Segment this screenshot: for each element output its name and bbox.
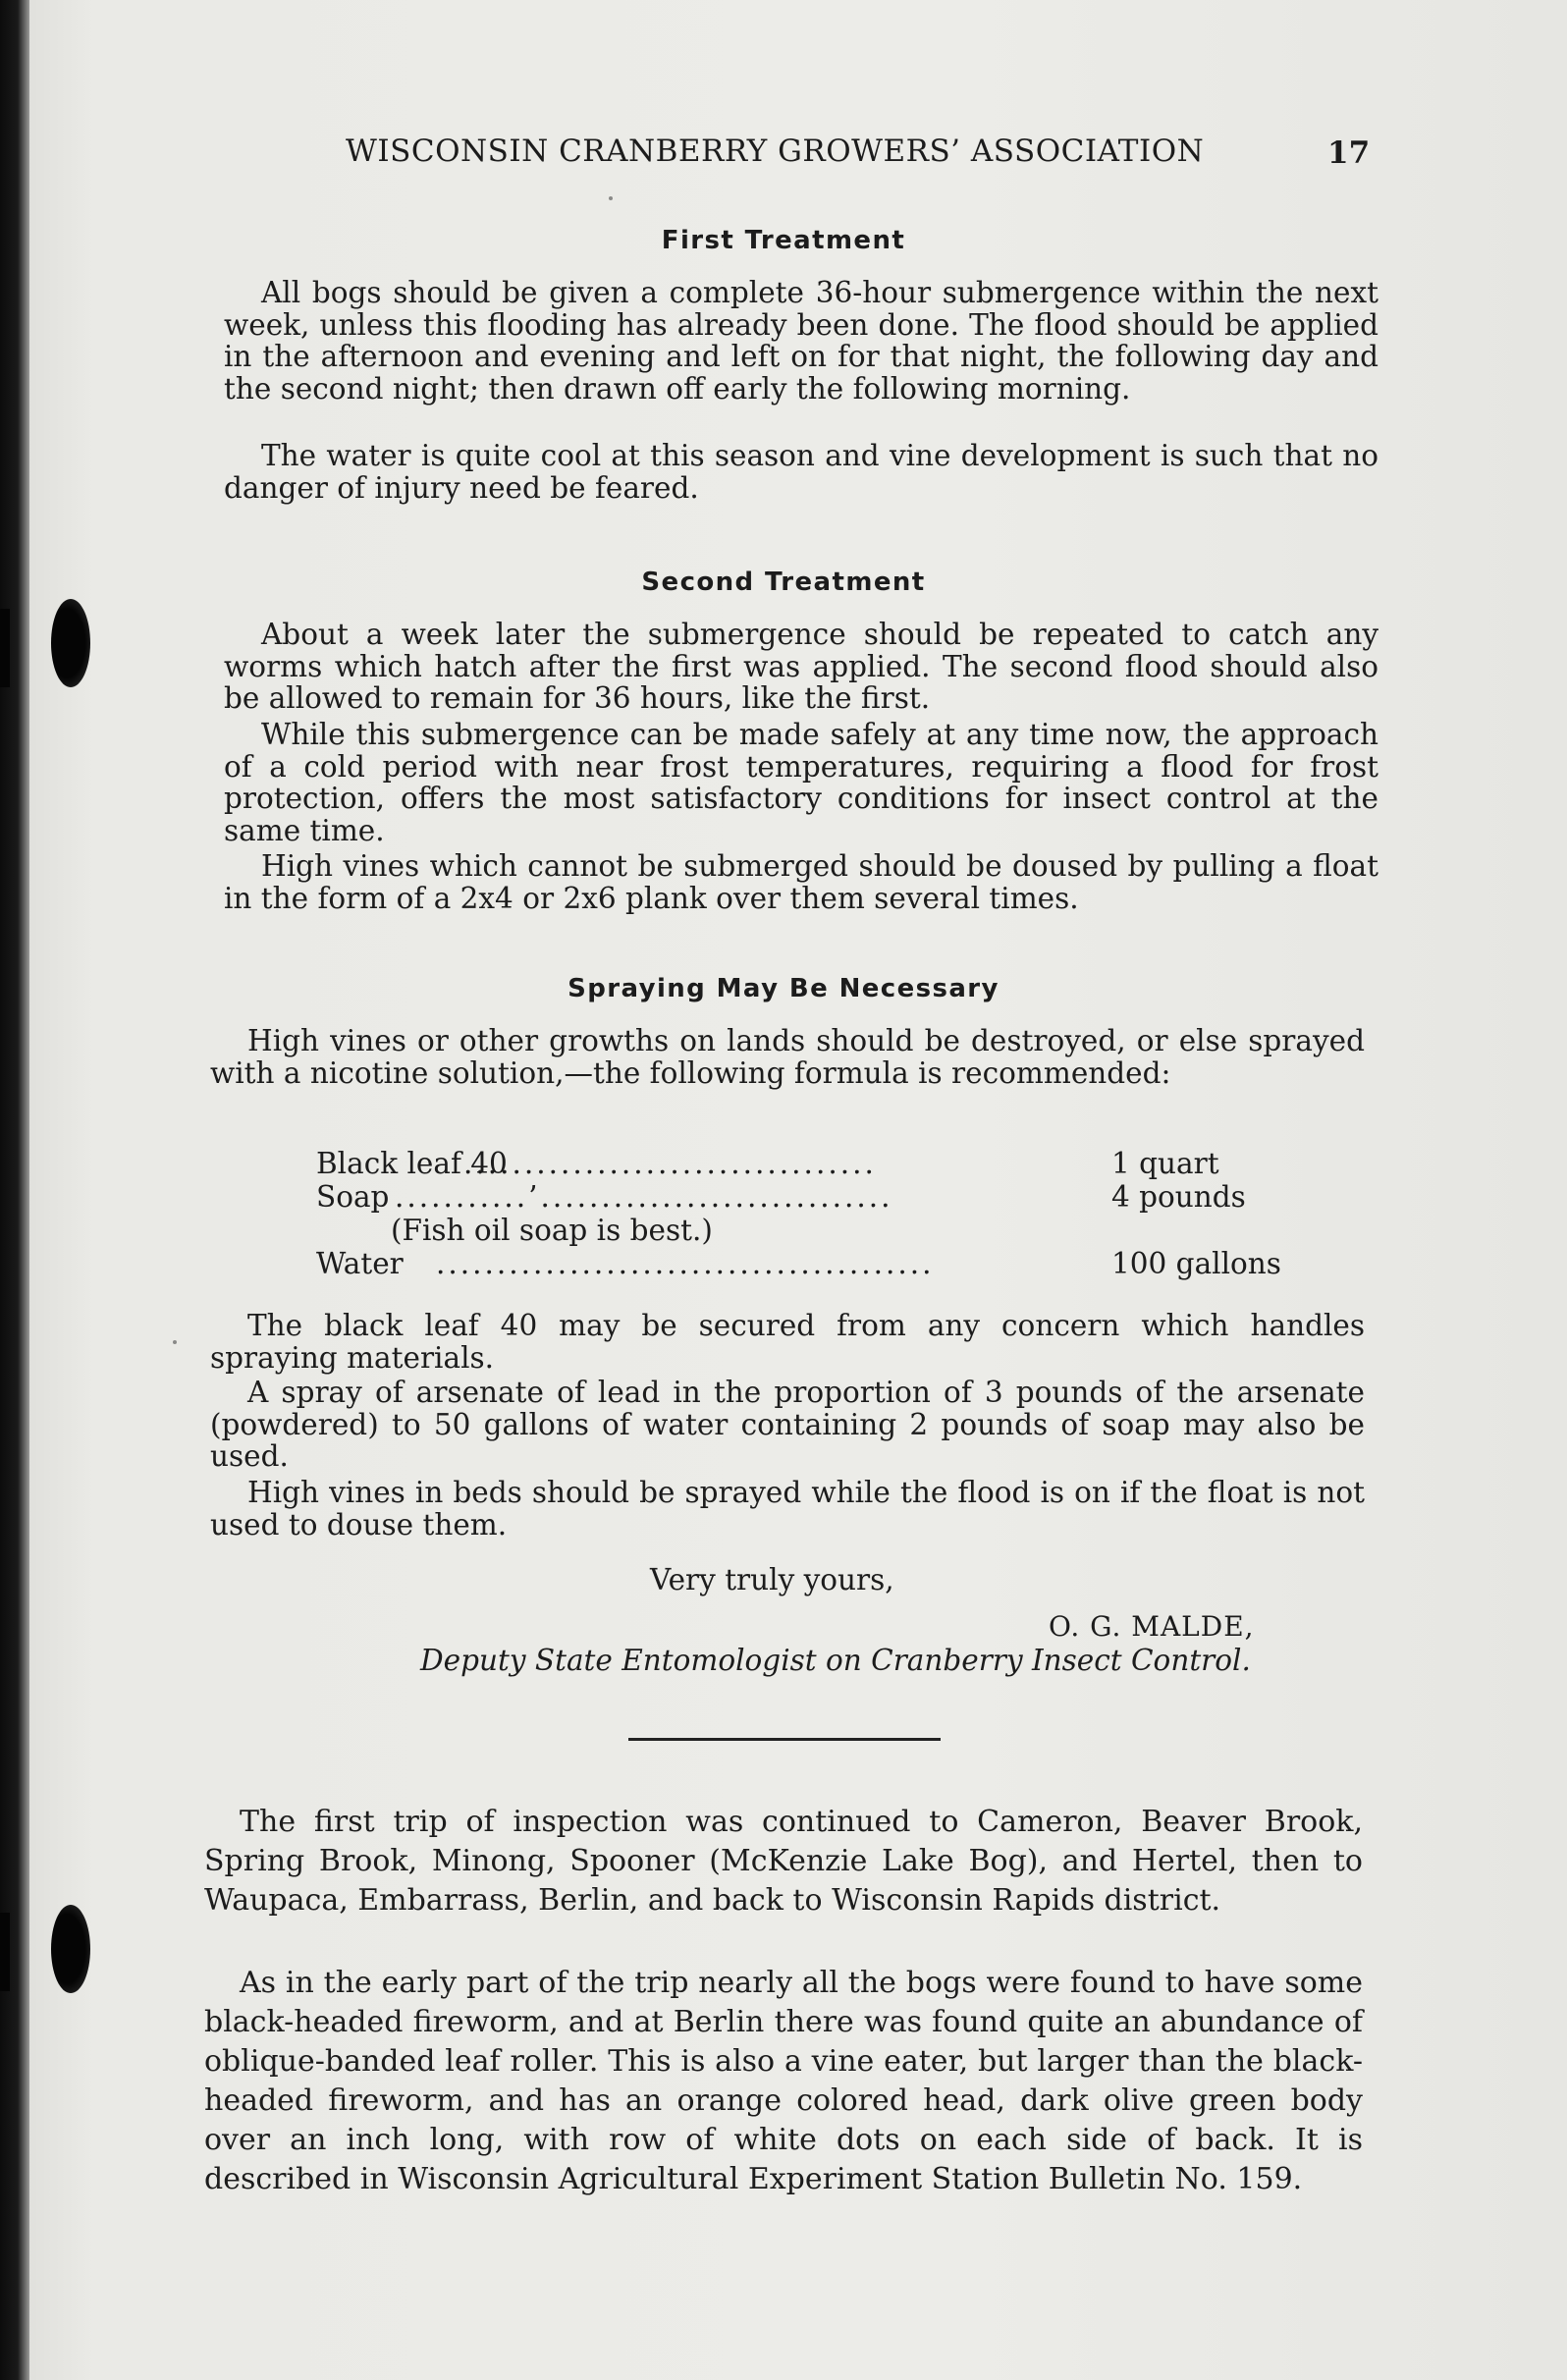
- letter-closing: Very truly yours,: [650, 1563, 894, 1596]
- paragraph: High vines in beds should be sprayed while the flood is on if the float is not used to douse them.: [210, 1476, 1365, 1542]
- paragraph: The first trip of inspection was continued to Cameron, Beaver Brook, Spring Brook, Minong, Spooner (McKenzie Lake Bog), and Hertel, then to Waupaca, Embarrass, Berlin, and back to Wisconsin Rapids district.: [204, 1805, 1363, 1918]
- paragraph: A spray of arsenate of lead in the proportion of 3 pounds of the arsenate (powdered) to 50 gallons of water containing 2 pounds of soap may also be used.: [210, 1376, 1365, 1473]
- binding-hole-edge: [0, 609, 10, 687]
- formula-row: [316, 1180, 1298, 1214]
- paragraph: The water is quite cool at this season and vine development is such that no danger of injury need be feared.: [224, 439, 1378, 505]
- formula-quantity: 100 gallons: [1111, 1247, 1281, 1280]
- leader-dots: ...........’.............................: [395, 1180, 893, 1214]
- running-title: WISCONSIN CRANBERRY GROWERS’ ASSOCIATION: [346, 134, 1205, 169]
- leader-dots: .........................................: [436, 1247, 935, 1280]
- letter-signer: O. G. MALDE,: [1049, 1610, 1255, 1643]
- section-divider: [628, 1738, 941, 1741]
- formula-item: Black leaf 40: [316, 1147, 508, 1180]
- signer-title: Deputy State Entomologist on Cranberry Insect Control.: [420, 1644, 1251, 1677]
- paragraph: The black leaf 40 may be secured from any concern which handles spraying materials.: [210, 1309, 1365, 1375]
- binding-hole-edge: [0, 1913, 10, 1991]
- formula-quantity: 1 quart: [1111, 1147, 1219, 1180]
- paragraph: High vines or other growths on lands should be destroyed, or else sprayed with a nicotine solution,—the following formula is recommended:: [210, 1024, 1365, 1090]
- leader-dots: ..................................: [463, 1147, 877, 1180]
- binding-spine: [0, 0, 29, 2380]
- punch-hole: [51, 599, 90, 687]
- paragraph: High vines which cannot be submerged should be doused by pulling a float in the form of a 2x4 or 2x6 plank over them several times.: [224, 849, 1378, 915]
- formula-row: [316, 1147, 1298, 1180]
- paragraph: As in the early part of the trip nearly all the bogs were found to have some black-headed fireworm, and at Berlin there was found quite an abundance of oblique-banded leaf roller. This is also a vine eater, but larger than the black-headed fireworm, and has an orange colored head, dark olive green body over an inch long, with row of white dots on each side of back. It is described in Wisconsin Agricultural Experiment Station Bulletin No. 159.: [204, 1966, 1363, 2196]
- spray-formula-table: [316, 1147, 1298, 1280]
- paragraph: All bogs should be given a complete 36-hour submergence within the next week, unless this flooding has already been done. The flood should be applied in the afternoon and evening and left on for that night, the following day and the second night; then drawn off early the following morning.: [224, 276, 1378, 406]
- section-heading-second-treatment: Second Treatment: [641, 568, 926, 597]
- formula-item: Water: [316, 1247, 404, 1280]
- scan-speck: [609, 196, 613, 200]
- formula-note: (Fish oil soap is best.): [391, 1214, 713, 1247]
- formula-item: Soap: [316, 1180, 390, 1214]
- scan-speck: [173, 1340, 177, 1344]
- section-heading-spraying: Spraying May Be Necessary: [567, 974, 1000, 1003]
- formula-row: [316, 1214, 1298, 1247]
- paragraph: While this submergence can be made safely at any time now, the approach of a cold period with near frost temperatures, requiring a flood for frost protection, offers the most satisfactory conditions for insect control at the same time.: [224, 718, 1378, 847]
- paragraph: About a week later the submergence should be repeated to catch any worms which hatch after the first was applied. The second flood should also be allowed to remain for 36 hours, like the first.: [224, 618, 1378, 715]
- punch-hole: [51, 1905, 90, 1993]
- formula-quantity: 4 pounds: [1111, 1180, 1246, 1214]
- page-number: 17: [1327, 135, 1371, 171]
- formula-row: [316, 1247, 1298, 1280]
- section-heading-first-treatment: First Treatment: [661, 226, 906, 255]
